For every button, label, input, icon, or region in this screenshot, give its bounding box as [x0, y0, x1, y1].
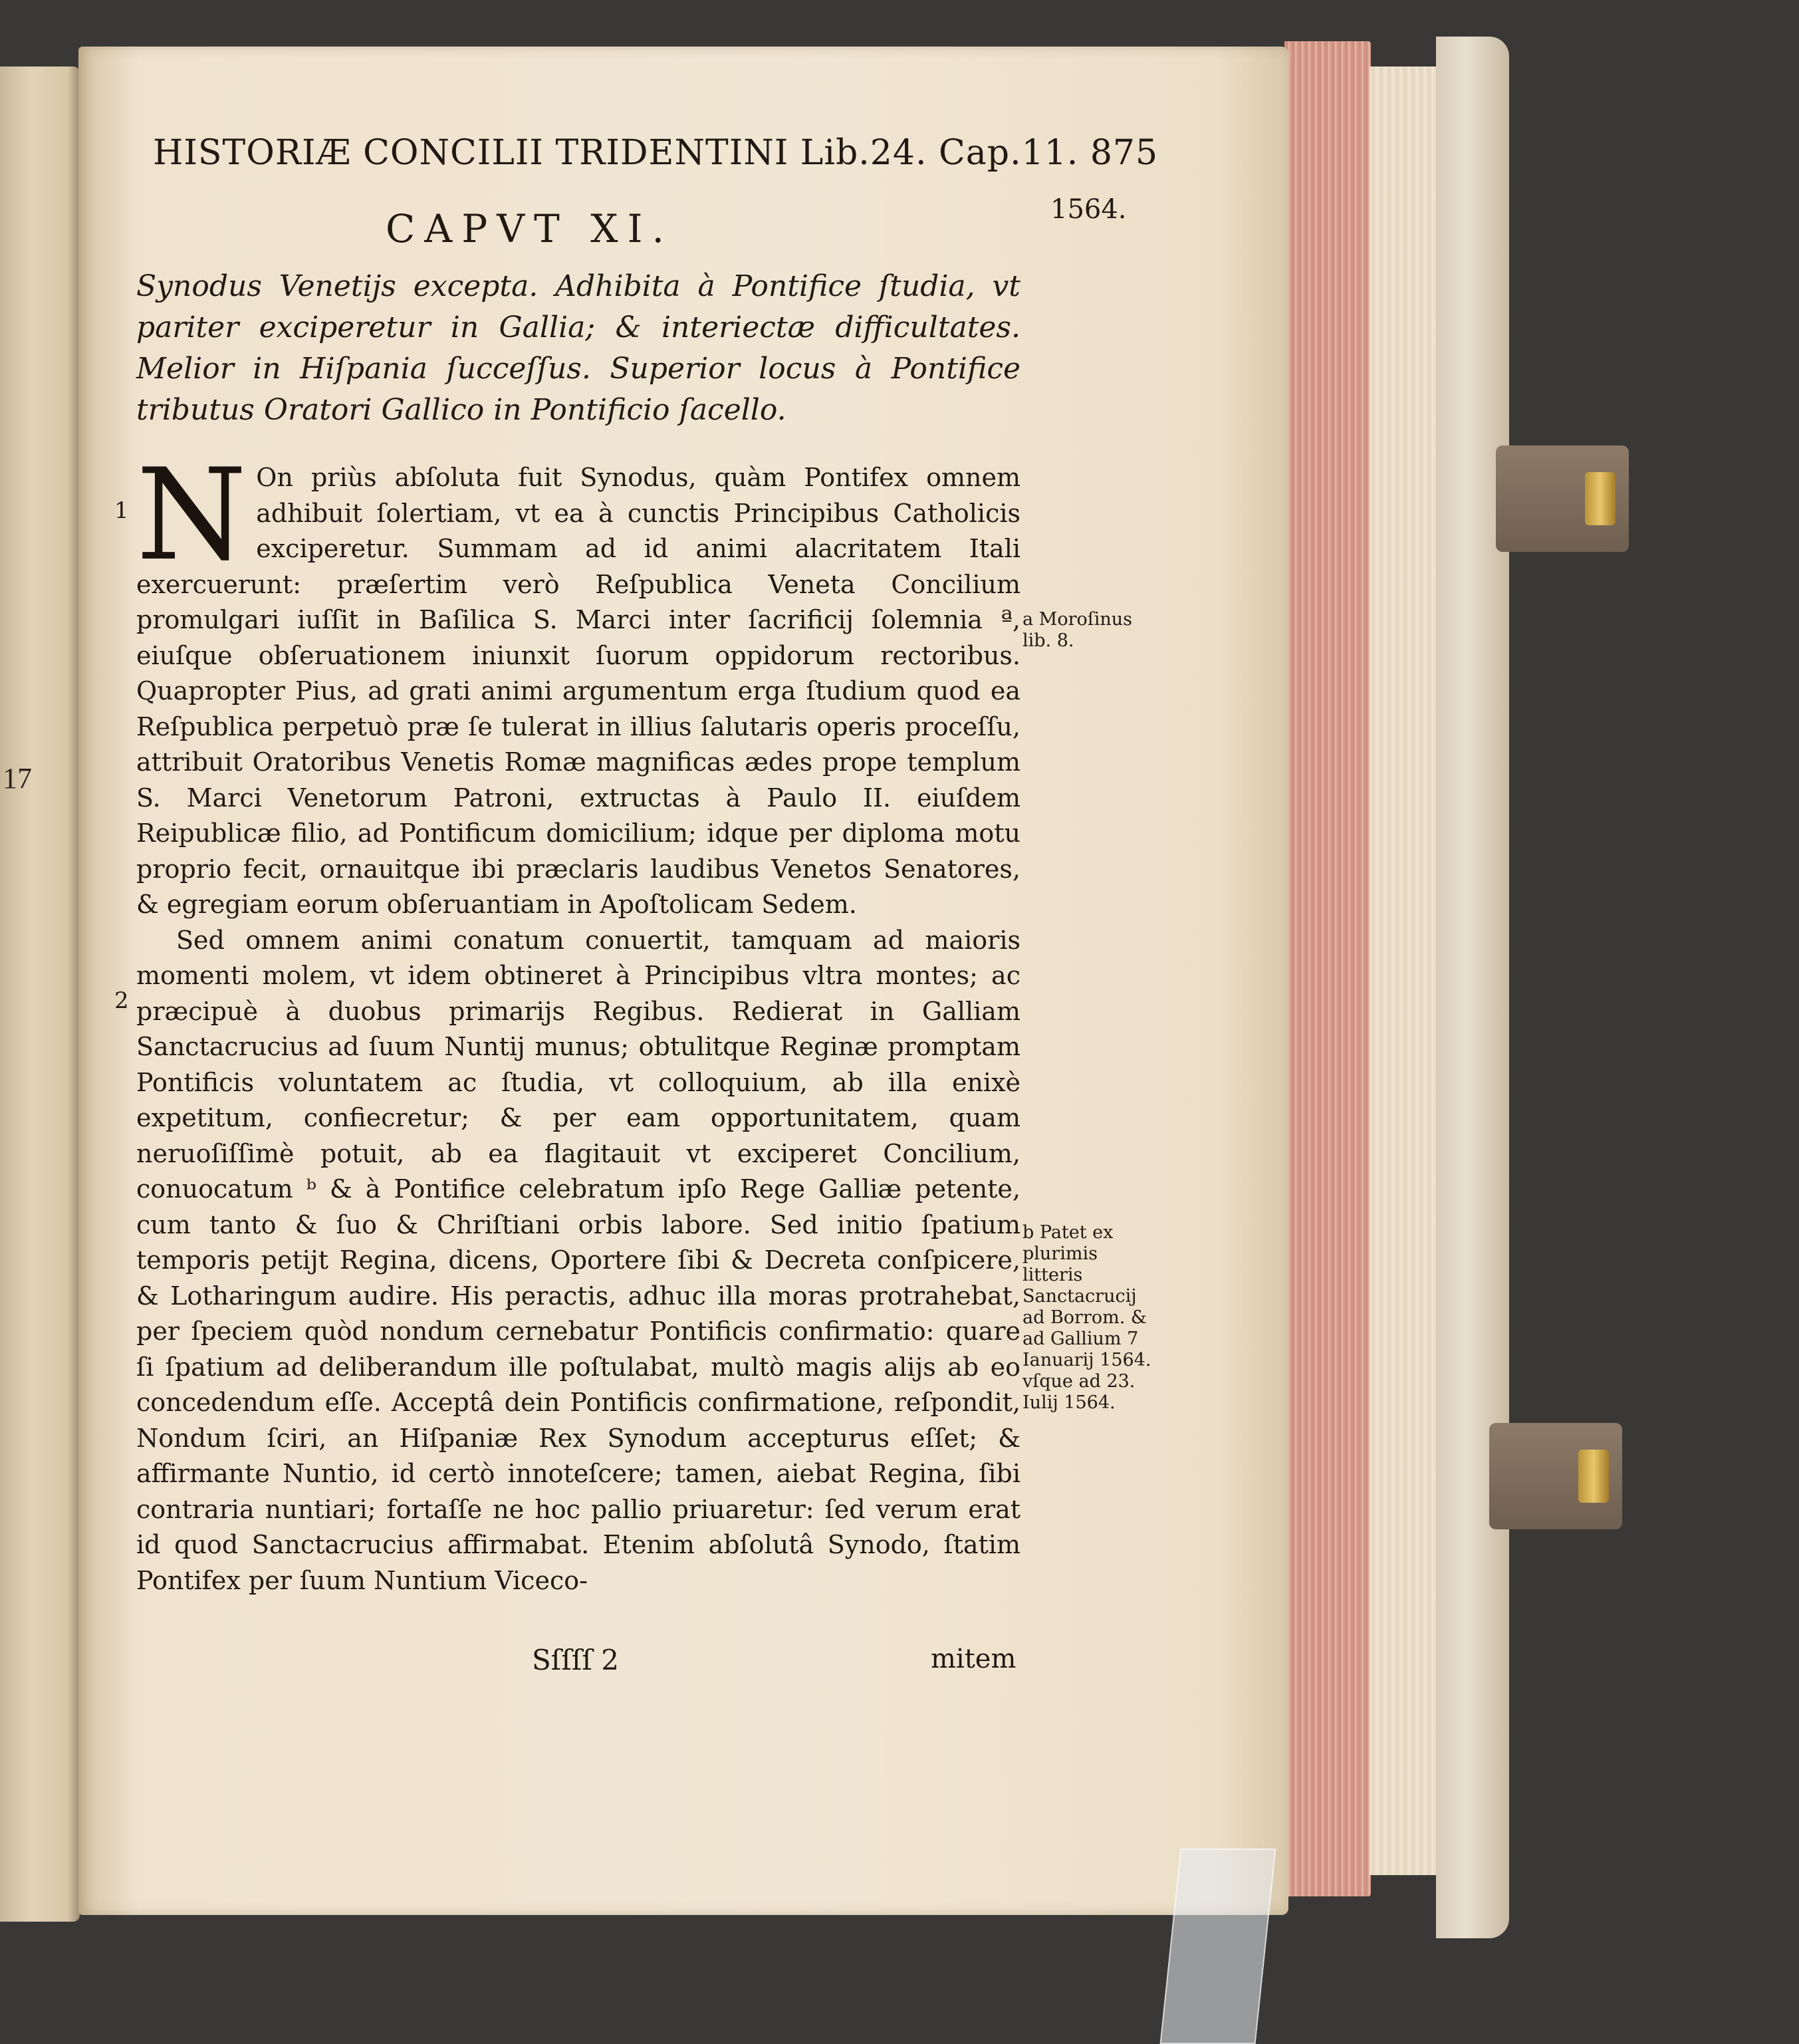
margin-year: 1564. — [1050, 194, 1127, 225]
catchword: mitem — [931, 1644, 1017, 1674]
paragraph-1-text: On priùs abſoluta fuit Synodus, quàm Pontifex omnem adhibuit ſolertiam, vt ea à cunctis Principibus Catholicis exciperetur. Summam ad id animi alacritatem Itali exercuerunt: præſertim verò Reſpublica Veneta Concilium promulgari iuſſit in Baſilica S. Marci inter ſacrificij ſolemnia ª, eiuſque obſeruationem iniunxit ſuorum oppidorum rectoribus. Quapropter Pius, ad grati animi argumentum erga ſtudium quod ea Reſpublica perpetuò præ ſe tulerat in illius ſalutaris operis proceſſu, attribuit Oratoribus Venetis Romæ magnificas ædes prope templum S. Marci Venetorum Patroni, extructas à Paulo II. eiuſdem Reipublicæ filio, ad Pontificum domicilium; idque per diploma motu proprio fecit, ornauitque ibi præclaris laudibus Venetos Senatores, & egregiam eorum obſeruantiam in Apoſtolicam Sedem. — [136, 463, 1020, 919]
marginal-note-a: a Moroſinus lib. 8. — [1022, 609, 1133, 651]
running-header: HISTORIÆ CONCILII TRIDENTINI Lib.24. Cap.11. 875 — [153, 133, 1159, 173]
chapter-summary: Synodus Venetijs excepta. Adhibita à Pontifice ſtudia, vt pariter exciperetur in Gallia; & interiectæ difficultates. Melior in Hiſpania ſucceſſus. Superior locus à Pontifice tributus Oratori Gallico in Pontificio ſacello. — [136, 269, 1020, 427]
previous-page-number: 17 — [3, 762, 32, 795]
lower-clasp — [1489, 1423, 1622, 1529]
paragraph-2: Sed omnem animi conatum conuertit, tamquam ad maioris momenti molem, vt idem obtineret à Principibus vltra montes; ac præcipuè à duobus primarijs Regibus. Redierat in Galliam Sanctacrucius ad ſuum Nuntij munus; obtulitque Reginæ promptam Pontificis voluntatem ac ſtudia, vt colloquium, ab illa enixè expetitum, confiecretur; & per eam opportunitatem, quam neruoſiſſimè potuit, ab ea flagitauit vt exciperet Concilium, conuocatum ᵇ & à Pontifice celebratum ipſo Rege Galliæ petente, cum tanto & ſuo & Chriſtiani orbis labore. Sed initio ſpatium temporis petijt Regina, dicens, Oportere ſibi & Decreta conſpicere, & Lotharingum audire. His peractis, adhuc illa moras protrahebat, per ſpeciem quòd nondum cernebatur Pontificis confirmatio: quare ſi ſpatium ad deliberandum ille poſtulabat, multò magis alijs ab eo concedendum eſſe. Acceptâ dein Pontificis confirmatione, reſpondit, Nondum ſciri, an Hiſpaniæ Rex Synodum accepturus eſſet; & affirmante Nuntio, id certò innoteſcere; tamen, aiebat Regina, ſibi contraria nuntiari; fortaſſe ne hoc pallio priuaretur: ſed verum erat id quod Sanctacrucius affirmabat. Etenim abſolutâ Synodo, ſtatim Pontifex per ſuum Nuntium Viceco- — [136, 925, 1020, 1595]
upper-clasp-brass — [1585, 472, 1616, 525]
red-page-edges — [1284, 41, 1371, 1896]
previous-page-edge — [0, 66, 80, 1922]
drop-cap: N — [136, 442, 247, 588]
bookmark-strip — [1160, 1849, 1276, 2044]
lower-clasp-brass — [1578, 1450, 1609, 1503]
book-cover-board — [1436, 37, 1509, 1938]
marginal-note-b: b Patet ex plurimis litteris Sanctacrucij ad Borrom. & ad Gallium 7 Ianuarij 1564. vſque ad 23. Iulij 1564. — [1022, 1222, 1151, 1413]
paragraph-1 — [136, 442, 1020, 923]
body-text — [136, 442, 1020, 1598]
paragraph-number-1: 1 — [114, 497, 129, 524]
signature-mark: Sſſſſ 2 — [532, 1644, 620, 1676]
chapter-title: CAPVT XI. — [386, 206, 673, 251]
upper-clasp — [1496, 446, 1629, 552]
paragraph-number-2: 2 — [114, 987, 129, 1014]
